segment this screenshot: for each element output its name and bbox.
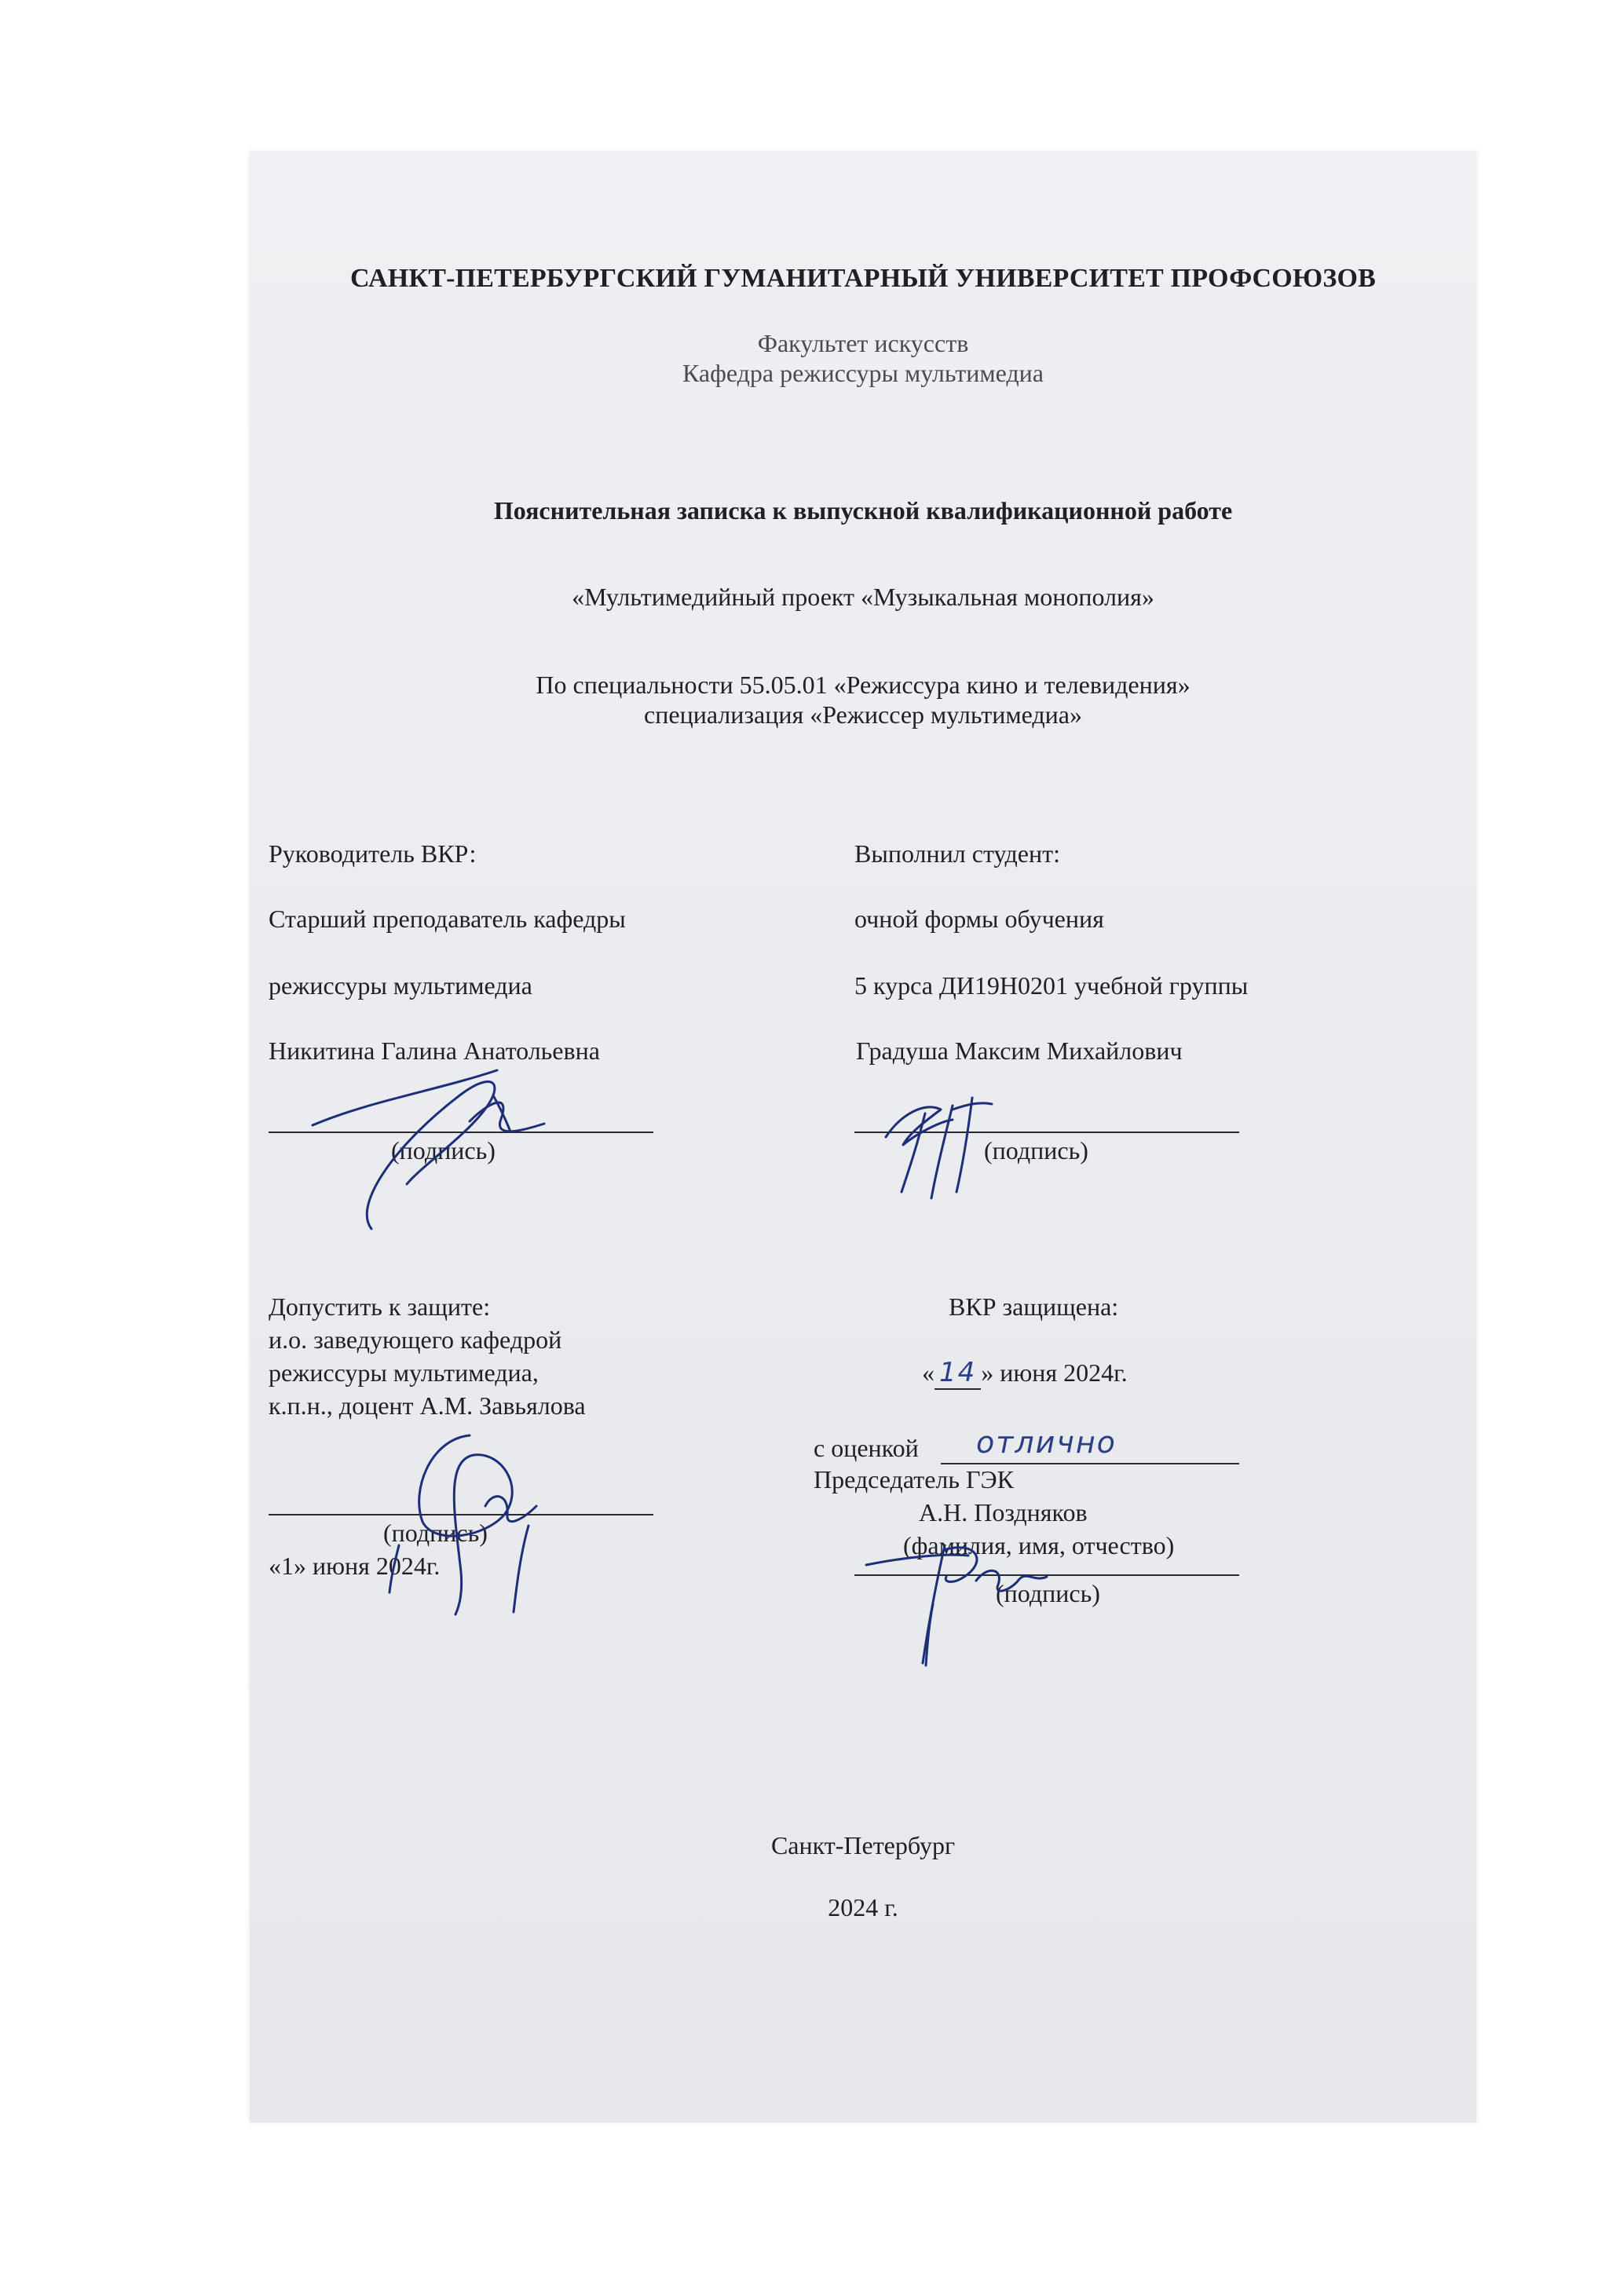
chair-name: А.Н. Поздняков xyxy=(919,1498,1088,1526)
supervisor-department: режиссуры мультимедиа xyxy=(269,971,532,1000)
admission-heading: Допустить к защите: xyxy=(269,1292,491,1321)
faculty-name: Факультет искусств xyxy=(757,329,969,357)
grade-value: отлично xyxy=(976,1425,1117,1460)
admission-signature xyxy=(368,1428,548,1616)
chair-label: Председатель ГЭК xyxy=(814,1465,1014,1493)
admission-position: и.о. заведующего кафедрой xyxy=(269,1325,562,1354)
student-signature-caption: (подпись) xyxy=(984,1136,1088,1164)
student-signature xyxy=(878,1090,1011,1200)
supervisor-signature-caption: (подпись) xyxy=(391,1136,496,1164)
student-form: очной формы обучения xyxy=(854,905,1104,933)
student-name: Градуша Максим Михайлович xyxy=(856,1036,1183,1065)
admission-signature-caption: (подпись) xyxy=(383,1519,488,1547)
chair-caption: (фамилия, имя, отчество) xyxy=(903,1531,1175,1559)
supervisor-position: Старший преподаватель кафедры xyxy=(269,905,626,933)
year: 2024 г. xyxy=(828,1893,898,1921)
defense-date xyxy=(922,1358,1128,1387)
admission-date: «1» июня 2024г. xyxy=(269,1552,441,1580)
university-name: САНКТ-ПЕТЕРБУРГСКИЙ ГУМАНИТАРНЫЙ УНИВЕРСИТЕТ ПРОФСОЮЗОВ xyxy=(349,264,1377,293)
document-title: Пояснительная записка к выпускной квалификационной работе xyxy=(493,496,1233,525)
specialty: По специальности 55.05.01 «Режиссура кино и телевидения» xyxy=(536,671,1191,699)
defense-heading: ВКР защищена: xyxy=(949,1292,1119,1321)
department-name: Кафедра режиссуры мультимедиа xyxy=(682,359,1044,387)
student-group: 5 курса ДИ19Н0201 учебной группы xyxy=(854,971,1249,1000)
defense-date-open: « xyxy=(922,1358,935,1387)
admission-department: режиссуры мультимедиа, xyxy=(269,1358,539,1387)
chair-signature xyxy=(858,1534,1063,1667)
document-page xyxy=(250,152,1476,2122)
defense-date-day: 14 xyxy=(935,1357,981,1390)
city: Санкт-Петербург xyxy=(770,1831,956,1859)
chair-signature-caption: (подпись) xyxy=(996,1579,1100,1607)
supervisor-name: Никитина Галина Анатольевна xyxy=(269,1036,600,1065)
specialization: специализация «Режиссер мультимедиа» xyxy=(644,700,1082,729)
project-title: «Мультимедийный проект «Музыкальная монополия» xyxy=(572,583,1154,611)
admission-head-name: к.п.н., доцент А.М. Завьялова xyxy=(269,1391,586,1420)
supervisor-heading: Руководитель ВКР: xyxy=(269,839,477,868)
defense-date-rest: » июня 2024г. xyxy=(981,1358,1128,1387)
grade-label: с оценкой xyxy=(814,1434,919,1462)
supervisor-signature xyxy=(305,1047,556,1235)
student-heading: Выполнил студент: xyxy=(854,839,1060,868)
